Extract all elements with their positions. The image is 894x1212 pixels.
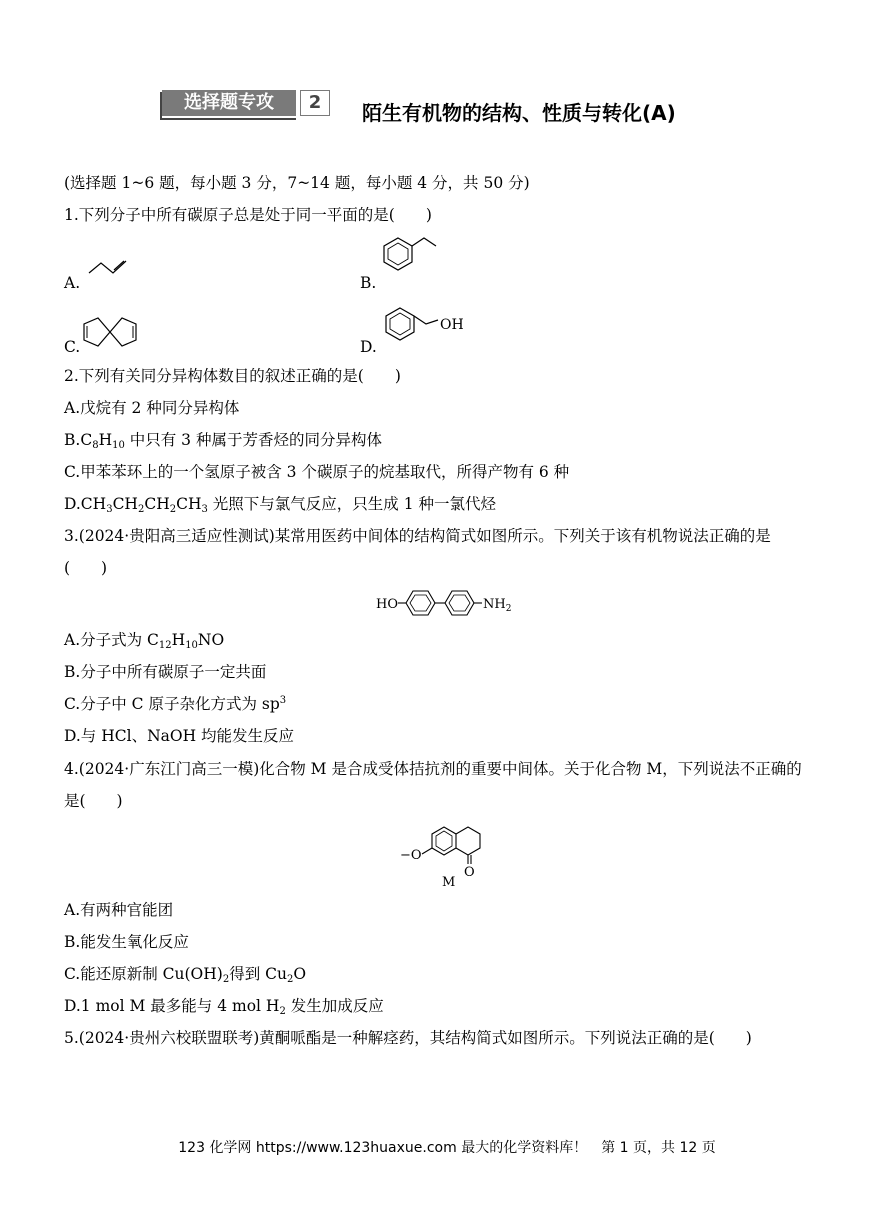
q4-methoxy-label: −O — [400, 848, 422, 863]
q1-option-a-label: A. — [64, 274, 81, 292]
q2-option-c: C.甲苯苯环上的一个氢原子被含 3 个碳原子的烷基取代，所得产物有 6 种 — [64, 463, 570, 481]
section-badge — [162, 90, 332, 118]
q3-option-d: D.与 HCl、NaOH 均能发生反应 — [64, 727, 295, 745]
q2-option-b: $B.C_8H_{10}$ 中只有 3 种属于芳香烃的同分异构体 — [64, 431, 382, 451]
q1-option-d-label: D. — [360, 338, 377, 356]
page-title: 陌生有机物的结构、性质与转化(A) — [362, 101, 676, 125]
q3-option-b: B.分子中所有碳原子一定共面 — [64, 663, 267, 681]
q4-option-a: A.有两种官能团 — [64, 901, 174, 919]
q4-stem-continued: 是( ) — [64, 792, 123, 810]
q3-ho-label: HO — [376, 597, 398, 612]
q3-stem: 3.(2024·贵阳高三适应性测试)某常用医药中间体的结构简式如图所示。下列关于该有机物说法正确的是 — [64, 527, 771, 545]
q1-option-b-structure — [382, 232, 442, 292]
q4-m-label: M — [442, 875, 456, 890]
q1-option-c-label: C. — [64, 338, 81, 356]
q1-option-a-structure — [86, 255, 130, 279]
q4-option-b: B.能发生氧化反应 — [64, 933, 189, 951]
q4-o-label: O — [464, 865, 475, 880]
badge-label: 选择题专攻 — [162, 90, 296, 116]
q4-structure — [398, 818, 508, 892]
q3-nh2-subscript: 2 — [505, 604, 512, 614]
q2-option-d: $D.CH_3CH_2CH_2CH_3$ 光照下与氯气反应，只生成 1 种一氯代烃 — [64, 495, 497, 515]
q2-stem: 2.下列有关同分异构体数目的叙述正确的是( ) — [64, 367, 401, 385]
q1-option-c-structure — [78, 312, 142, 352]
q3-option-c: C.分子中 C 原子杂化方式为 $sp^3$ — [64, 695, 287, 713]
page-footer: 123 化学网 https://www.123huaxue.com 最大的化学资料库！ 第 1 页，共 12 页 — [178, 1140, 716, 1156]
q1-option-d-structure — [382, 298, 482, 356]
q5-stem: 5.(2024·贵州六校联盟联考)黄酮哌酯是一种解痉药，其结构简式如图所示。下列说法正确的是( ) — [64, 1029, 752, 1047]
q4-stem: 4.(2024·广东江门高三一模)化合物 M 是合成受体拮抗剂的重要中间体。关于化合物 M，下列说法不正确的 — [64, 760, 802, 778]
svg-text:NH2 — [483, 597, 511, 614]
q2-option-a: A.戊烷有 2 种同分异构体 — [64, 399, 240, 417]
intro-text: (选择题 1~6 题，每小题 3 分，7~14 题，每小题 4 分，共 50 分) — [64, 174, 530, 192]
q4-option-d: D.1 mol M 最多能与 4 mol $H_2$ 发生加成反应 — [64, 997, 384, 1017]
q3-nh2-label: NH — [483, 597, 506, 612]
q3-paren: ( ) — [64, 559, 108, 577]
badge-number: 2 — [300, 90, 330, 116]
q1-option-b-label: B. — [360, 274, 377, 292]
q4-option-c: C.能还原新制 $Cu(OH)_2$得到 $Cu_2O$ — [64, 965, 307, 985]
q1-oh-label: OH — [440, 317, 464, 333]
q3-structure — [372, 586, 532, 622]
q3-option-a: A.分子式为 $C_{12}H_{10}NO$ — [64, 631, 225, 651]
q1-stem: 1.下列分子中所有碳原子总是处于同一平面的是( ) — [64, 206, 432, 224]
